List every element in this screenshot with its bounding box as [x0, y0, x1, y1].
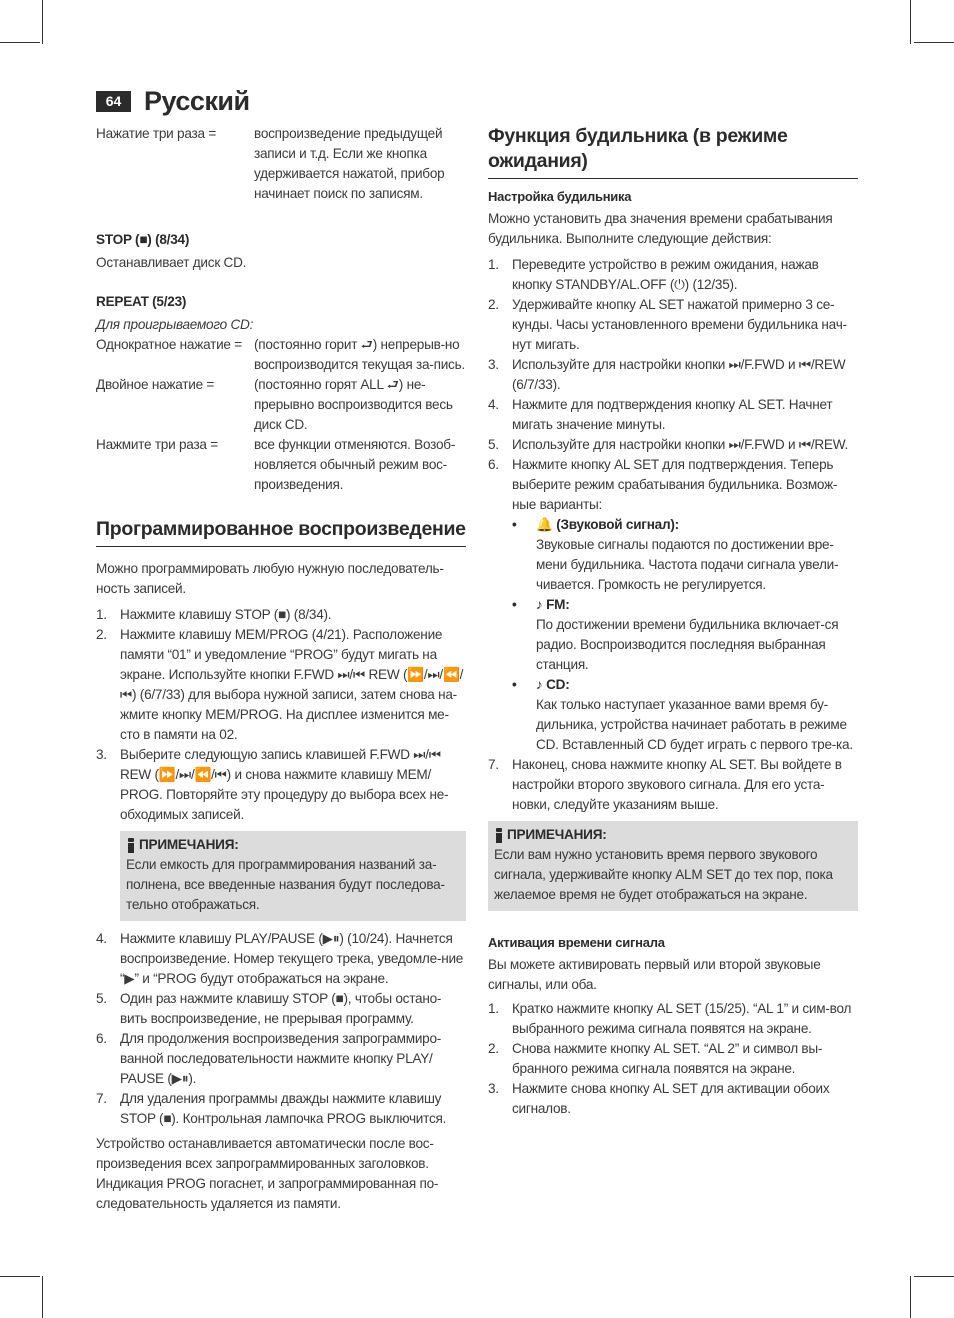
step-text: Для удаления программы дважды нажмите клавишу STOP (■). Контрольная лампочка PROG выключится. [120, 1091, 447, 1126]
step-text: Для продолжения воспроизведения запрограммиро-ванной последовательности нажмите кнопку PLAY/ PAUSE (▶⏸). [120, 1031, 442, 1086]
step-text: Один раз нажмите клавишу STOP (■), чтобы остано-вить воспроизведение, не прерывая программу. [120, 991, 442, 1026]
crop-mark [0, 42, 40, 43]
alarm-steps-a [488, 255, 858, 515]
step-number: 5. [488, 437, 499, 452]
note-text: Если емкость для программирования названий за-полнена, все введенные названия будут последова-тельно отображаться. [126, 857, 445, 912]
step-text: Снова нажмите кнопку AL SET. “AL 2” и символ вы-бранного режима сигнала появятся на экране. [512, 1041, 823, 1076]
def-term: Нажмите три раза = [96, 437, 218, 452]
note-header [126, 835, 460, 855]
music-note-icon: ♪ [536, 677, 543, 692]
step-text: Нажмите для подтверждения кнопку AL SET. Начнет мигать значение минуты. [512, 397, 833, 432]
note-header [494, 825, 852, 845]
step-number: 6. [96, 1031, 107, 1046]
def-term: Однократное нажатие = [96, 337, 242, 352]
list-item [488, 1039, 858, 1079]
press-three-times-block [96, 124, 466, 204]
alarm-options [512, 515, 858, 755]
page-title: Русский [144, 86, 250, 116]
bullet: • [512, 517, 517, 532]
list-item [96, 745, 466, 825]
list-item [488, 355, 858, 395]
repeat-options [96, 335, 466, 495]
option-label: CD: [546, 677, 570, 692]
list-item [96, 1029, 466, 1089]
step-number: 4. [488, 397, 499, 412]
step-text: Переведите устройство в режим ожидания, нажав кнопку STANDBY/AL.OFF (⏻) (12/35). [512, 257, 819, 292]
bell-icon: 🔔 [536, 517, 553, 532]
crop-mark [42, 1276, 43, 1318]
crop-mark [0, 1276, 40, 1277]
note-box [488, 821, 858, 911]
repeat-subtitle: Для проигрываемого CD: [96, 317, 254, 332]
def-term: Нажатие три раза = [96, 126, 217, 141]
crop-mark [910, 1276, 911, 1318]
option-label: (Звуковой сигнал): [556, 517, 679, 532]
crop-mark [914, 1276, 954, 1277]
list-item [488, 435, 858, 455]
step-text: Наконец, снова нажмите кнопку AL SET. Вы войдете в настройки второго звукового сигнала. Для его уста-новки, следуйте указаниям выше. [512, 757, 842, 812]
list-item [96, 1089, 466, 1129]
def-desc: все функции отменяются. Возоб-новляется обычный режим вос-произведения. [254, 437, 456, 492]
program-heading: Программированное воспроизведение [96, 517, 466, 547]
crop-mark [910, 0, 911, 44]
list-item [488, 255, 858, 295]
repeat-label: REPEAT (5/23) [96, 294, 187, 309]
def-desc: (постоянно горит ⮐) непрерыв-но воспроизводится текущая за-пись. [254, 337, 465, 372]
alarm-steps-b [488, 755, 858, 815]
step-number: 4. [96, 931, 107, 946]
step-number: 1. [96, 607, 107, 622]
step-text: Выберите следующую запись клавишей F.FWD ⏭/⏮ REW (⏩/⏭/⏪/⏮) и снова нажмите клавишу MEM/ PROG. Повторяйте эту процедуру до выбора всех не-обходимых записей. [120, 747, 449, 822]
list-item [512, 675, 858, 755]
program-steps-b [96, 929, 466, 1129]
right-column [488, 124, 858, 1119]
step-number: 6. [488, 457, 499, 472]
list-item [488, 455, 858, 515]
note-label: ПРИМЕЧАНИЯ: [507, 827, 607, 842]
stop-label: STOP (■) (8/34) [96, 232, 190, 247]
step-number: 1. [488, 1001, 499, 1016]
def-term: Двойное нажатие = [96, 377, 215, 392]
left-column [96, 124, 466, 1214]
step-text: Используйте для настройки кнопки ⏭/F.FWD и ⏮/REW (6/7/33). [512, 357, 846, 392]
def-desc: (постоянно горят ALL ⮐) не-прерывно воспроизводится весь диск CD. [254, 377, 453, 432]
step-number: 5. [96, 991, 107, 1006]
crop-mark [42, 0, 43, 44]
step-number: 3. [488, 1081, 499, 1096]
step-number: 1. [488, 257, 499, 272]
step-number: 7. [488, 757, 499, 772]
list-item [96, 625, 466, 745]
option-text: По достижении времени будильника включает-ся радио. Воспроизводится последняя выбранная станция. [536, 617, 839, 672]
activation-steps [488, 999, 858, 1119]
option-label: FM: [546, 597, 570, 612]
list-item [488, 395, 858, 435]
list-item [488, 755, 858, 815]
music-note-icon: ♪ [536, 597, 543, 612]
list-item [488, 999, 858, 1039]
list-item [488, 1079, 858, 1119]
activation-label: Активация времени сигнала [488, 935, 665, 950]
step-text: Нажмите клавишу MEM/PROG (4/21). Расположение памяти “01” и уведомление “PROG” будут мигать на экране. Используйте кнопки F.FWD ⏭/⏮ REW (⏩/⏭/⏪/⏮) (6/7/33) для выбора нужной записи, затем снова на-жмите кнопку MEM/PROG. На дисплее изменится ме-сто в памяти на 02. [120, 627, 464, 742]
list-item [488, 295, 858, 355]
list-item [512, 515, 858, 595]
def-desc: воспроизведение предыдущей записи и т.д. Если же кнопка удерживается нажатой, прибор начинает поиск по записям. [254, 126, 445, 201]
program-steps-a [96, 605, 466, 825]
info-icon [494, 828, 504, 843]
step-number: 3. [96, 747, 107, 762]
step-number: 3. [488, 357, 499, 372]
bullet: • [512, 597, 517, 612]
info-icon [126, 838, 136, 853]
program-intro: Можно программировать любую нужную последователь-ность записей. [96, 561, 444, 596]
stop-text: Останавливает диск CD. [96, 255, 247, 270]
list-item [96, 929, 466, 989]
crop-mark [914, 42, 954, 43]
step-text: Нажмите клавишу PLAY/PAUSE (▶⏸) (10/24). Начнется воспроизведение. Номер текущего трека, уведомле-ние “▶” и “PROG будут отображаться на экране. [120, 931, 464, 986]
step-number: 7. [96, 1091, 107, 1106]
step-number: 2. [96, 627, 107, 642]
option-text: Как только наступает указанное вами время бу-дильника, устройства начинает работать в режиме CD. Вставленный CD будет играть с первого тре-ка. [536, 697, 853, 752]
list-item [96, 605, 466, 625]
step-text: Нажмите снова кнопку AL SET для активации обоих сигналов. [512, 1081, 830, 1116]
step-number: 2. [488, 1041, 499, 1056]
note-box [120, 831, 466, 921]
step-text: Нажмите клавишу STOP (■) (8/34). [120, 607, 332, 622]
list-item [512, 595, 858, 675]
page-number: 64 [96, 91, 131, 112]
option-text: Звуковые сигналы подаются по достижении вре-мени будильника. Частота подачи сигнала увели-чивается. Громкость не регулируется. [536, 537, 839, 592]
program-outro: Устройство останавливается автоматически после вос-произведения всех запрограммированных заголовков. Индикация PROG погаснет, и запрограммированная по-следовательность удаляется из памяти. [96, 1136, 439, 1211]
page-header [96, 86, 250, 117]
setup-intro: Можно установить два значения времени срабатывания будильника. Выполните следующие действия: [488, 211, 833, 246]
step-text: Удерживайте кнопку AL SET нажатой примерно 3 се-кунды. Часы установленного времени будильника нач-нут мигать. [512, 297, 847, 352]
step-text: Нажмите кнопку AL SET для подтверждения. Теперь выберите режим срабатывания будильника. Возмож-ные варианты: [512, 457, 838, 512]
note-text: Если вам нужно установить время первого звукового сигнала, удерживайте кнопку ALM SET до тех пор, пока желаемое время не будет отображаться на экране. [494, 847, 833, 902]
note-label: ПРИМЕЧАНИЯ: [139, 837, 239, 852]
bullet: • [512, 677, 517, 692]
activation-intro: Вы можете активировать первый или второй звуковые сигналы, или оба. [488, 957, 821, 992]
list-item [96, 989, 466, 1029]
step-text: Используйте для настройки кнопки ⏭/F.FWD и ⏮/REW. [512, 437, 849, 452]
alarm-heading: Функция будильника (в режиме ожидания) [488, 124, 858, 179]
step-number: 2. [488, 297, 499, 312]
setup-label: Настройка будильника [488, 189, 632, 204]
step-text: Кратко нажмите кнопку AL SET (15/25). “AL 1” и сим-вол выбранного режима сигнала появятся на экране. [512, 1001, 852, 1036]
